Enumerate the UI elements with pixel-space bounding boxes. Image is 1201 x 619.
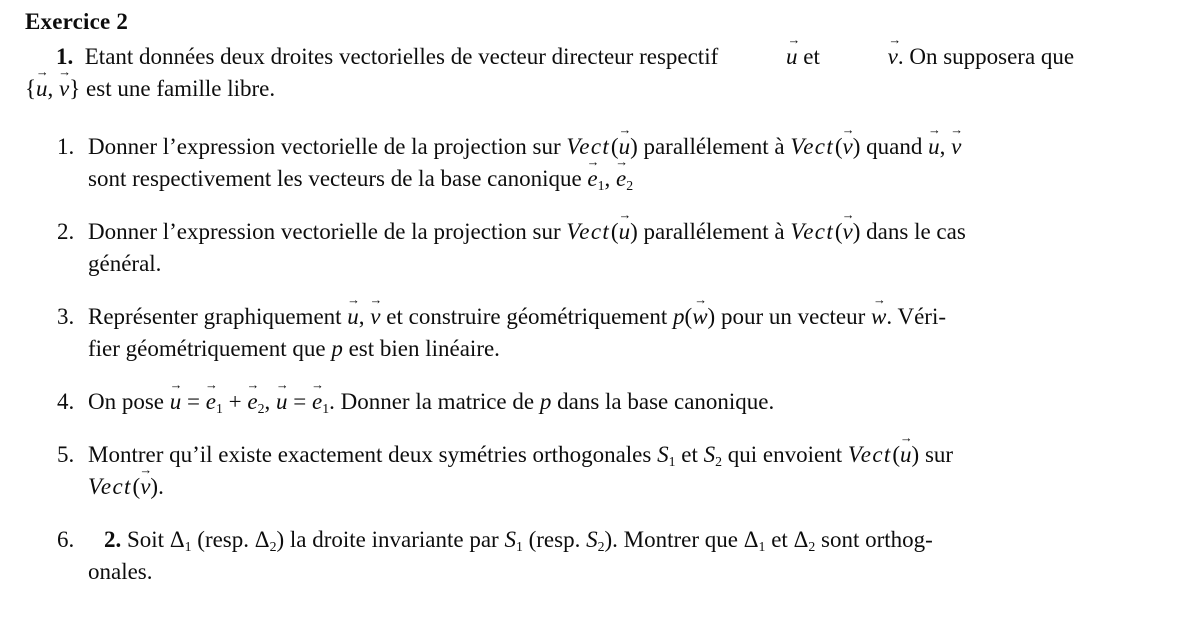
vector-arrow-icon: → <box>787 33 801 48</box>
text-segment: $\Delta_1$ <box>169 527 192 555</box>
subscript: 1 <box>758 539 766 555</box>
math-symbol: Vect <box>847 442 892 467</box>
vector-arrow-icon: → <box>35 65 49 80</box>
vector-arrow-icon: → <box>950 123 964 138</box>
text-segment: ) sur <box>911 442 954 467</box>
subscript: 1 <box>515 539 523 555</box>
item-number: 4. <box>57 389 75 414</box>
vector-symbol: → u <box>169 378 183 414</box>
vector-symbol: → $e_1$ <box>586 155 605 194</box>
text-segment: qui envoient <box>722 442 848 467</box>
math-symbol: p <box>331 336 343 361</box>
vector-symbol: → v <box>841 208 855 244</box>
text-line <box>25 65 1177 105</box>
vector-arrow-icon: → <box>586 155 600 170</box>
exercise-item <box>25 208 1177 280</box>
text-segment: { <box>25 76 37 101</box>
vector-symbol: → u <box>724 41 798 73</box>
text-segment: = <box>181 389 206 414</box>
exercise-title: Exercice 2 <box>25 9 129 34</box>
item-body <box>88 123 1177 195</box>
text-segment: Etant données deux droites vectorielles de vecteur directeur respectif <box>73 44 724 69</box>
vector-arrow-icon: → <box>888 33 902 48</box>
vector-symbol: → $e_2$ <box>246 378 265 417</box>
math-symbol: Vect <box>566 134 611 159</box>
text-segment: , <box>264 389 276 414</box>
subscript: 1 <box>184 539 192 555</box>
text-segment: ( <box>834 134 843 159</box>
math-symbol: $S_2$ <box>703 442 723 470</box>
vector-symbol: → u <box>899 431 913 467</box>
text-segment: ( <box>834 219 843 244</box>
math-symbol: $S_1$ <box>657 442 676 470</box>
item-number: 5. <box>57 442 75 467</box>
text-segment: Montrer qu’il existe exactement deux symétries orthogonales <box>88 442 658 467</box>
text-segment: et <box>765 527 794 552</box>
text-segment: sont respectivement les vecteurs de la base canonique <box>88 166 588 191</box>
text-segment: fier géométriquement que <box>88 336 332 361</box>
text-segment: ) parallélement à <box>630 219 791 244</box>
text-segment: ). <box>150 474 164 499</box>
vector-symbol: → u <box>347 293 361 329</box>
text-line <box>88 123 1177 163</box>
text-segment: Soit <box>121 527 170 552</box>
exercise-item <box>25 293 1177 365</box>
text-segment: ) pour un vecteur <box>707 304 872 329</box>
vector-arrow-icon: → <box>169 378 183 393</box>
subscript: 2 <box>715 454 723 470</box>
vector-arrow-icon: → <box>694 293 708 308</box>
text-segment: + <box>222 389 248 414</box>
math-symbol: Vect <box>790 134 835 159</box>
vector-arrow-icon: → <box>928 123 941 138</box>
vector-arrow-icon: → <box>841 123 855 138</box>
text-segment: (resp. <box>191 527 255 552</box>
text-segment: (resp. <box>522 527 587 552</box>
text-segment: ( <box>684 304 693 329</box>
item-number: 3. <box>57 304 75 329</box>
text-segment: , <box>604 166 617 191</box>
vector-arrow-icon: → <box>347 293 361 308</box>
vector-symbol: → u <box>928 123 941 159</box>
text-line <box>88 155 1177 195</box>
vector-arrow-icon: → <box>618 208 632 223</box>
vector-symbol: → $e_1$ <box>311 378 330 417</box>
text-segment: général. <box>88 251 162 276</box>
text-segment: , <box>358 304 371 329</box>
text-segment: et <box>675 442 704 467</box>
vector-arrow-icon: → <box>873 293 886 308</box>
text-segment: $\Delta_2$ <box>793 527 816 555</box>
text-segment: ( <box>610 134 619 159</box>
text-segment: et construire géométriquement <box>380 304 674 329</box>
text-segment: $\Delta_2$ <box>254 527 277 555</box>
item-body <box>88 293 1177 365</box>
text-line <box>25 33 1177 73</box>
vector-symbol: → $e_2$ <box>615 155 634 194</box>
math-symbol: Vect <box>790 219 835 244</box>
text-segment: ). Montrer que <box>604 527 744 552</box>
subscript: 1 <box>322 401 330 417</box>
vector-arrow-icon: → <box>369 293 383 308</box>
exercise-item <box>25 524 1177 588</box>
math-symbol: $S_2$ <box>586 527 605 555</box>
text-segment: ) la droite invariante par <box>276 527 505 552</box>
text-line <box>88 208 1177 248</box>
vector-arrow-icon: → <box>246 378 260 393</box>
bold-text: 1. <box>56 44 74 69</box>
text-segment: Donner l’expression vectorielle de la projection sur <box>88 219 567 244</box>
item-number: 6. <box>57 527 75 552</box>
vector-symbol: → u <box>35 65 49 101</box>
vector-symbol: → w <box>871 293 887 329</box>
vector-symbol: → v <box>139 463 153 499</box>
bold-text: 2. <box>104 527 122 552</box>
vector-symbol: → v <box>826 41 898 73</box>
item-number: 1. <box>57 134 75 159</box>
text-segment: ) parallélement à <box>630 134 791 159</box>
subscript: 2 <box>626 178 634 194</box>
text-segment: , <box>939 134 952 159</box>
text-segment: est bien linéaire. <box>342 336 500 361</box>
subscript: 2 <box>808 539 816 555</box>
math-symbol: p <box>539 389 552 414</box>
text-segment: Représenter graphiquement <box>88 304 348 329</box>
vector-symbol: → u <box>275 378 289 414</box>
text-line <box>88 248 1177 280</box>
text-line <box>88 463 1177 503</box>
text-line <box>88 524 1177 556</box>
text-segment: } est une famille libre. <box>69 76 276 101</box>
text-segment: Donner l’expression vectorielle de la projection sur <box>88 134 567 159</box>
text-segment: ) quand <box>852 134 929 159</box>
math-symbol: Vect <box>566 219 611 244</box>
item-number: 2. <box>57 219 75 244</box>
item-body <box>88 431 1177 503</box>
text-segment: sont orthog- <box>815 527 933 552</box>
text-segment: ( <box>132 474 141 499</box>
subscript: 2 <box>269 539 277 555</box>
subscript: 1 <box>668 454 676 470</box>
exercise-item <box>25 378 1177 418</box>
vector-arrow-icon: → <box>204 378 218 393</box>
text-segment: ) dans le cas <box>852 219 966 244</box>
vector-arrow-icon: → <box>58 65 72 80</box>
text-line <box>88 293 1177 333</box>
subscript: 2 <box>597 539 605 555</box>
vector-symbol: → w <box>692 293 708 329</box>
vector-symbol: → v <box>369 293 383 329</box>
text-line <box>88 378 1177 418</box>
exercise-item <box>25 431 1177 503</box>
vector-arrow-icon: → <box>899 431 913 446</box>
vector-symbol: → u <box>618 123 632 159</box>
vector-arrow-icon: → <box>841 208 855 223</box>
vector-arrow-icon: → <box>275 378 289 393</box>
math-symbol: p <box>673 304 685 329</box>
text-segment: . On supposera que <box>897 44 1075 69</box>
exercise-list <box>25 123 1177 588</box>
text-segment: ( <box>610 219 619 244</box>
subscript: 1 <box>215 401 223 417</box>
vector-symbol: → $e_1$ <box>204 378 223 417</box>
vector-symbol: → v <box>950 123 964 159</box>
vector-symbol: → u <box>618 208 632 244</box>
math-symbol: Vect <box>88 474 132 499</box>
item-body <box>88 524 1177 588</box>
text-segment: . Véri- <box>886 304 947 329</box>
text-line <box>88 431 1177 471</box>
exercise-item <box>25 123 1177 195</box>
text-line <box>88 556 1177 588</box>
text-segment: , <box>47 76 60 101</box>
item-body <box>88 378 1177 418</box>
vector-symbol: → v <box>841 123 855 159</box>
text-segment: . Donner la matrice de <box>329 389 540 414</box>
subscript: 2 <box>257 401 265 417</box>
text-segment: dans la base canonique. <box>551 389 775 414</box>
vector-arrow-icon: → <box>139 463 153 478</box>
vector-arrow-icon: → <box>615 155 629 170</box>
vector-arrow-icon: → <box>311 378 325 393</box>
math-symbol: $S_1$ <box>504 527 523 555</box>
text-segment: On pose <box>88 389 170 414</box>
text-line <box>88 333 1177 365</box>
item-body <box>88 208 1177 280</box>
intro-paragraph <box>25 33 1177 105</box>
text-segment: $\Delta_1$ <box>743 527 766 555</box>
text-segment: et <box>797 44 826 69</box>
text-segment: onales. <box>88 559 153 584</box>
vector-arrow-icon: → <box>618 123 632 138</box>
subscript: 1 <box>597 178 605 194</box>
text-segment: ( <box>892 442 901 467</box>
vector-symbol: → v <box>58 65 72 101</box>
text-segment: = <box>287 389 312 414</box>
